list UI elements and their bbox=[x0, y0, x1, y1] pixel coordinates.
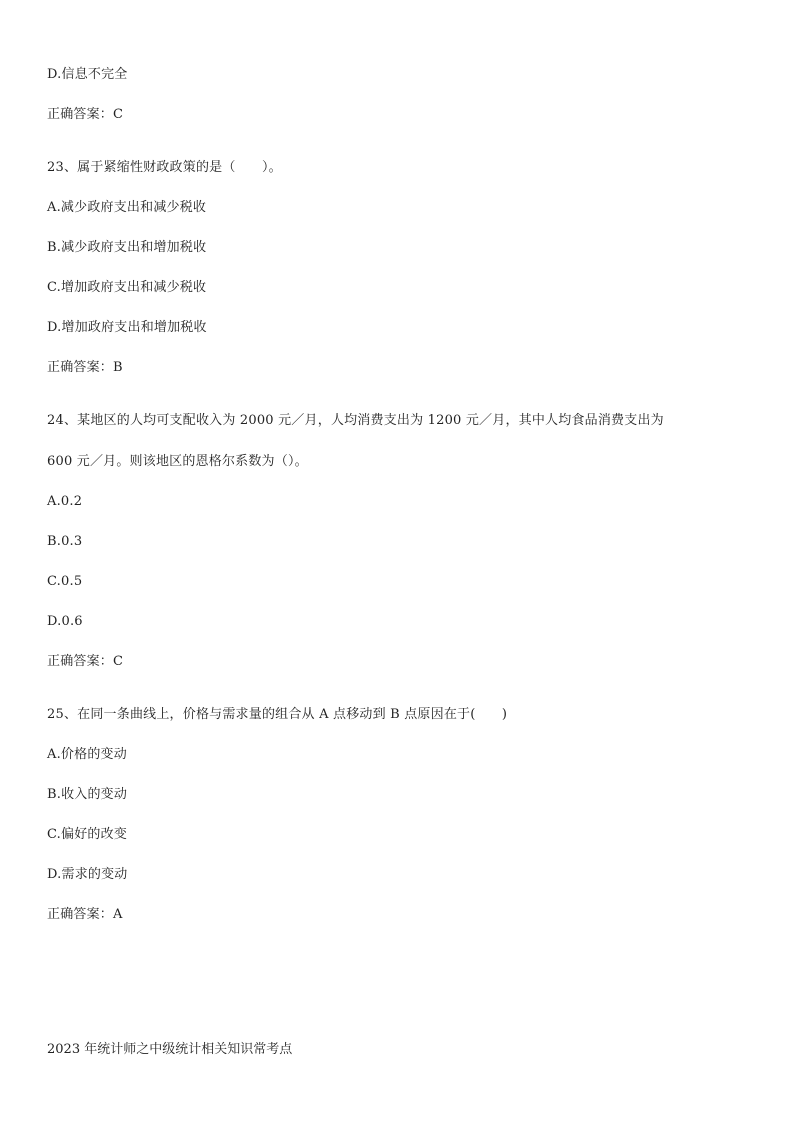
q23-answer: 正确答案：B bbox=[47, 360, 123, 375]
q24-question-line2: 600 元／月。则该地区的恩格尔系数为（）。 bbox=[47, 454, 308, 469]
q24-option-b: B.0.3 bbox=[47, 534, 83, 549]
q25-option-b: B.收入的变动 bbox=[47, 787, 128, 802]
q24-option-d: D.0.6 bbox=[47, 614, 83, 629]
q23-option-a: A.减少政府支出和减少税收 bbox=[47, 200, 207, 215]
q24-option-c: C.0.5 bbox=[47, 574, 83, 589]
q23-option-c: C.增加政府支出和减少税收 bbox=[47, 280, 207, 295]
q25-option-a: A.价格的变动 bbox=[47, 747, 127, 762]
q24-option-a: A.0.2 bbox=[47, 494, 83, 509]
q24-answer: 正确答案：C bbox=[47, 654, 124, 669]
q23-question: 23、属于紧缩性财政政策的是（ ）。 bbox=[47, 160, 282, 175]
page-footer: 2023 年统计师之中级统计相关知识常考点 bbox=[47, 1042, 293, 1057]
q25-answer: 正确答案：A bbox=[47, 907, 123, 922]
q23-option-b: B.减少政府支出和增加税收 bbox=[47, 240, 207, 255]
q22-answer: 正确答案：C bbox=[47, 107, 124, 122]
q23-option-d: D.增加政府支出和增加税收 bbox=[47, 320, 207, 335]
q22-option-d: D.信息不完全 bbox=[47, 67, 128, 82]
q25-option-c: C.偏好的改变 bbox=[47, 827, 128, 842]
q25-question: 25、在同一条曲线上，价格与需求量的组合从 A 点移动到 B 点原因在于( ) bbox=[47, 707, 508, 722]
q25-option-d: D.需求的变动 bbox=[47, 867, 128, 882]
q24-question-line1: 24、某地区的人均可支配收入为 2000 元／月，人均消费支出为 1200 元／月，其中人均食品消费支出为 bbox=[47, 413, 664, 428]
